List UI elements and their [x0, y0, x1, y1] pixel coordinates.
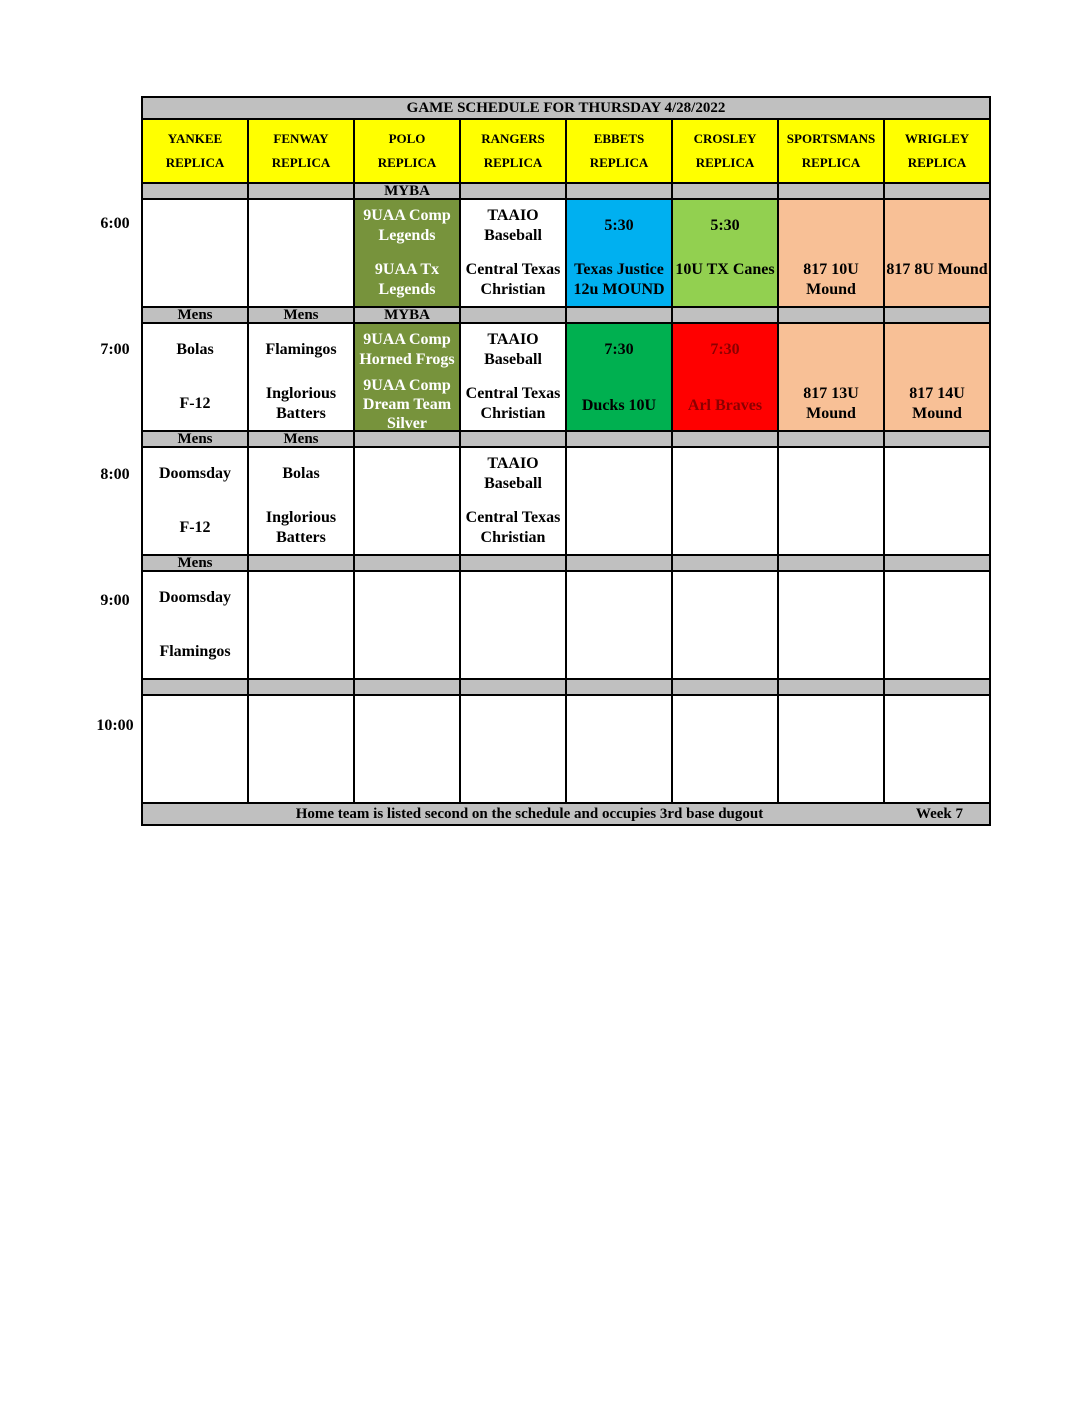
league-label: [778, 679, 884, 695]
game-cell: TAAIO Baseball Central Texas Christian: [460, 199, 566, 307]
game-cell: [672, 695, 778, 803]
field-header-yankee: YANKEE REPLICA: [142, 119, 248, 183]
separator-row: [142, 307, 990, 323]
game-cell: [142, 199, 248, 307]
title-row: [142, 97, 990, 119]
game-cell: [248, 695, 354, 803]
league-label: [672, 679, 778, 695]
league-label: [884, 183, 990, 199]
game-cell: 5:30 10U TX Canes: [672, 199, 778, 307]
game-cell: [672, 571, 778, 679]
game-cell: [460, 571, 566, 679]
game-cell: [142, 695, 248, 803]
time-label-10: 10:00: [96, 717, 134, 734]
game-cell: Doomsday Flamingos: [142, 571, 248, 679]
league-label: [566, 307, 672, 323]
league-label: [460, 307, 566, 323]
game-cell: [566, 571, 672, 679]
league-label: [672, 307, 778, 323]
league-label: Mens: [142, 431, 248, 447]
game-cell: 7:30 Ducks 10U: [566, 323, 672, 431]
time-label-6: 6:00: [100, 215, 130, 232]
schedule-table: [141, 96, 991, 826]
field-header-crosley: CROSLEY REPLICA: [672, 119, 778, 183]
league-label: [884, 679, 990, 695]
schedule-sheet: [141, 96, 991, 826]
league-label: [672, 431, 778, 447]
game-cell: TAAIO Baseball Central Texas Christian: [460, 323, 566, 431]
field-header-rangers: RANGERS REPLICA: [460, 119, 566, 183]
league-label: [884, 307, 990, 323]
league-label: Mens: [248, 307, 354, 323]
league-label: [248, 555, 354, 571]
game-cell: [884, 695, 990, 803]
league-label: [566, 183, 672, 199]
league-label: [354, 679, 460, 695]
game-cell: [354, 447, 460, 555]
field-header-fenway: FENWAY REPLICA: [248, 119, 354, 183]
week-label: Week 7: [915, 805, 963, 822]
separator-row: [142, 555, 990, 571]
league-label: [142, 183, 248, 199]
league-label: [672, 183, 778, 199]
game-cell: [884, 447, 990, 555]
league-label: Mens: [142, 307, 248, 323]
schedule-title: GAME SCHEDULE FOR THURSDAY 4/28/2022: [142, 97, 990, 119]
game-cell: 817 14U Mound: [884, 323, 990, 431]
game-cell: Bolas F-12: [142, 323, 248, 431]
game-cell: Doomsday F-12: [142, 447, 248, 555]
game-cell: 817 8U Mound: [884, 199, 990, 307]
league-label: [460, 183, 566, 199]
league-label: [566, 431, 672, 447]
game-cell: 817 13U Mound: [778, 323, 884, 431]
field-header-polo: POLO REPLICA: [354, 119, 460, 183]
league-label: [248, 183, 354, 199]
field-header-wrigley: WRIGLEY REPLICA: [884, 119, 990, 183]
slot-row-10: [142, 695, 990, 803]
separator-row: [142, 183, 990, 199]
league-label: [460, 431, 566, 447]
game-cell: Flamingos Inglorious Batters: [248, 323, 354, 431]
time-label-7: 7:00: [100, 341, 130, 358]
footer-cell: [142, 803, 990, 825]
league-label: MYBA: [354, 307, 460, 323]
field-header-row: [142, 119, 990, 183]
slot-row-7: [142, 323, 990, 431]
league-label: Mens: [248, 431, 354, 447]
league-label: [354, 431, 460, 447]
field-header-ebbets: EBBETS REPLICA: [566, 119, 672, 183]
footer-row: [142, 803, 990, 825]
separator-row: [142, 679, 990, 695]
game-cell: [672, 447, 778, 555]
league-label: [884, 431, 990, 447]
game-cell: 9UAA Comp Legends 9UAA Tx Legends: [354, 199, 460, 307]
home-team-note: Home team is listed second on the schedule and occupies 3rd base dugout: [295, 805, 764, 822]
game-cell: 9UAA Comp Horned Frogs 9UAA Comp Dream Team Silver: [354, 323, 460, 431]
game-cell: [248, 199, 354, 307]
game-cell: [354, 695, 460, 803]
league-label: [248, 679, 354, 695]
game-cell: Bolas Inglorious Batters: [248, 447, 354, 555]
league-label: [778, 555, 884, 571]
game-cell: TAAIO Baseball Central Texas Christian: [460, 447, 566, 555]
slot-row-8: [142, 447, 990, 555]
game-cell: [778, 695, 884, 803]
game-cell: [778, 571, 884, 679]
league-label: [142, 679, 248, 695]
league-label: [460, 555, 566, 571]
game-cell: 817 10U Mound: [778, 199, 884, 307]
league-label: Mens: [142, 555, 248, 571]
time-label-9: 9:00: [100, 592, 130, 609]
league-label: [884, 555, 990, 571]
game-cell: [248, 571, 354, 679]
game-cell: [354, 571, 460, 679]
league-label: [460, 679, 566, 695]
league-label: MYBA: [354, 183, 460, 199]
slot-row-9: [142, 571, 990, 679]
game-cell: [460, 695, 566, 803]
game-cell: 7:30 Arl Braves: [672, 323, 778, 431]
time-label-8: 8:00: [100, 466, 130, 483]
league-label: [354, 555, 460, 571]
league-label: [778, 183, 884, 199]
league-label: [778, 431, 884, 447]
league-label: [672, 555, 778, 571]
game-cell: [884, 571, 990, 679]
game-cell: 5:30 Texas Justice 12u MOUND: [566, 199, 672, 307]
separator-row: [142, 431, 990, 447]
game-cell: [566, 695, 672, 803]
league-label: [778, 307, 884, 323]
league-label: [566, 555, 672, 571]
league-label: [566, 679, 672, 695]
game-cell: [566, 447, 672, 555]
field-header-sportsmans: SPORTSMANS REPLICA: [778, 119, 884, 183]
game-cell: [778, 447, 884, 555]
slot-row-6: [142, 199, 990, 307]
